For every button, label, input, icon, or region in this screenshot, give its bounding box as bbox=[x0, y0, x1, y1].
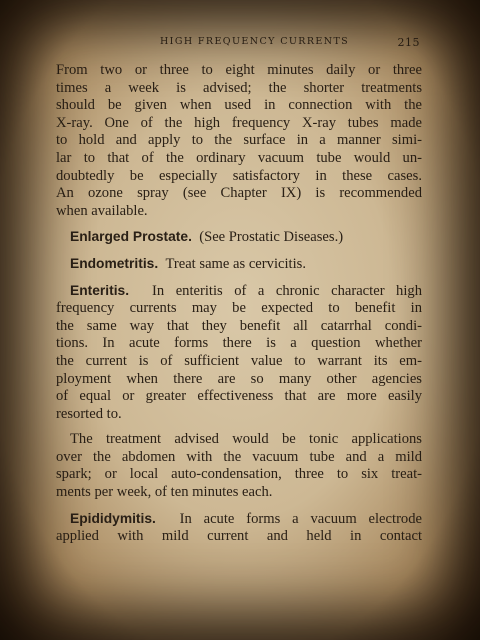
entry-heading: Enlarged Prostate. bbox=[70, 229, 192, 245]
entry-enlarged-prostate bbox=[56, 228, 422, 247]
text-line: of equal or greater effectiveness that are more easily bbox=[56, 388, 422, 405]
text-line: applied with mild current and held in contact bbox=[56, 528, 422, 545]
text-line: The treatment advised would be tonic applications bbox=[70, 431, 422, 448]
text-line: ments per week, of ten minutes each. bbox=[56, 484, 273, 501]
text-line: resorted to. bbox=[56, 405, 122, 422]
text-line: over the abdomen with the vacuum tube and a mild bbox=[56, 448, 422, 465]
text-line: to hold and apply to the surface in a manner simi- bbox=[56, 132, 422, 149]
text-line: lar to that of the ordinary vacuum tube would un- bbox=[56, 149, 422, 166]
text-line: tions. In acute forms there is a question whether bbox=[56, 335, 422, 352]
entry-text: Treat same as cervicitis. bbox=[165, 255, 306, 272]
text-line: spark; or local auto-condensation, three to six treat- bbox=[56, 466, 422, 483]
text-line: ployment when there are so many other agencies bbox=[56, 370, 422, 387]
paragraph-treatment bbox=[56, 431, 422, 501]
entry-heading: Epididymitis. bbox=[70, 510, 156, 526]
text-line: frequency currents may be expected to benefit in bbox=[56, 300, 422, 317]
text-line: times a week is advised; the shorter treatments bbox=[56, 79, 422, 96]
text-line: should be given when used in connection with the bbox=[56, 97, 422, 114]
page-header bbox=[60, 36, 420, 50]
entry-heading: Endometritis. bbox=[70, 255, 159, 271]
text-line: X-ray. One of the high frequency X-ray tubes made bbox=[56, 114, 422, 131]
text-line: An ozone spray (see Chapter IX) is recommended bbox=[56, 185, 422, 202]
text-line bbox=[56, 255, 422, 274]
body-text bbox=[56, 62, 422, 546]
running-title: HIGH FREQUENCY CURRENTS bbox=[160, 36, 350, 47]
text-line: the same way that they benefit all catarrhal condi- bbox=[56, 317, 422, 334]
text-line: From two or three to eight minutes daily or three bbox=[56, 62, 422, 78]
entry-text: In enteritis of a chronic character high bbox=[152, 282, 422, 299]
paragraph-continuation bbox=[56, 62, 422, 220]
entry-epididymitis bbox=[56, 510, 422, 546]
text-line bbox=[56, 282, 422, 301]
text-line bbox=[56, 228, 422, 247]
text-line: when available. bbox=[56, 202, 148, 219]
page-number: 215 bbox=[397, 36, 420, 49]
entry-heading: Enteritis. bbox=[70, 282, 130, 298]
entry-enteritis bbox=[56, 282, 422, 424]
entry-endometritis bbox=[56, 255, 422, 274]
entry-text: In acute forms a vacuum electrode bbox=[179, 510, 422, 527]
text-line: doubtedly be especially satisfactory in these cases. bbox=[56, 167, 422, 184]
entry-text: (See Prostatic Diseases.) bbox=[199, 229, 344, 246]
text-line: the current is of sufficient value to warrant its em- bbox=[56, 352, 422, 369]
text-line bbox=[56, 510, 422, 529]
